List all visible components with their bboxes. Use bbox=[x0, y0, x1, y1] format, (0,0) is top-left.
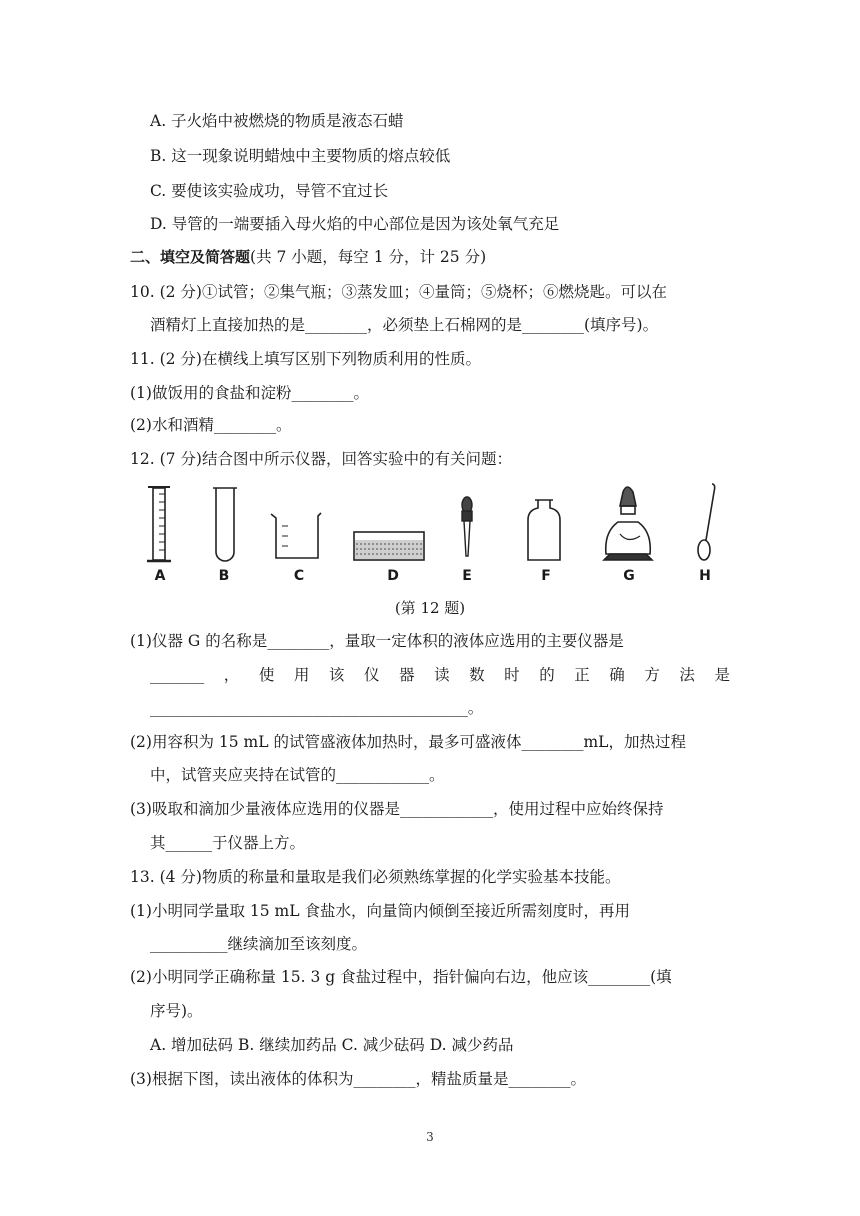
q13-part2-line2: 序号)。 bbox=[150, 1002, 203, 1020]
q11-head: 11. (2 分)在横线上填写区别下列物质利用的性质。 bbox=[130, 350, 481, 368]
word: 器 bbox=[399, 666, 415, 684]
q12-part2-line2: 中，试管夹应夹持在试管的____________。 bbox=[150, 766, 445, 784]
apparatus-label-d: D bbox=[387, 568, 399, 584]
apparatus-label-a: A bbox=[154, 568, 166, 584]
apparatus-figure bbox=[130, 478, 730, 570]
word: 仪 bbox=[363, 666, 380, 684]
figure-caption: (第 12 题) bbox=[394, 599, 466, 617]
apparatus-label-e: E bbox=[462, 568, 472, 584]
q13-head: 13. (4 分)物质的称量和量取是我们必须熟练掌握的化学实验基本技能。 bbox=[130, 868, 621, 886]
section-note: (共 7 小题，每空 1 分，计 25 分) bbox=[250, 248, 487, 266]
word: 使 bbox=[258, 666, 275, 684]
water-trough-icon bbox=[354, 532, 424, 560]
q12-head: 12. (7 分)结合图中所示仪器，回答实验中的有关问题： bbox=[130, 450, 512, 468]
q12-part3-line1: (3)吸取和滴加少量液体应选用的仪器是____________，使用过程中应始终保持 bbox=[130, 800, 664, 818]
word: 用 bbox=[293, 666, 310, 684]
option-a: A. 子火焰中被燃烧的物质是液态石蜡 bbox=[150, 112, 404, 130]
q10-line1: 10. (2 分)①试管；②集气瓶；③蒸发皿；④量筒；⑤烧杯；⑥燃烧匙。可以在 bbox=[130, 283, 667, 301]
q13-part1-line2: __________继续滴加至该刻度。 bbox=[150, 935, 368, 953]
q11-part1: (1)做饭用的食盐和淀粉________。 bbox=[130, 384, 369, 402]
q11-part2: (2)水和酒精________。 bbox=[130, 416, 292, 434]
option-b: B. 这一现象说明蜡烛中主要物质的熔点较低 bbox=[150, 147, 451, 165]
apparatus-label-g: G bbox=[623, 568, 635, 584]
word: ， bbox=[223, 666, 240, 684]
word: 读 bbox=[434, 666, 450, 684]
graduated-cylinder-icon bbox=[147, 487, 171, 561]
page-number: 3 bbox=[426, 1130, 434, 1144]
option-c: C. 要使该实验成功，导管不宜过长 bbox=[150, 182, 389, 200]
q12-part3-line2: 其______于仪器上方。 bbox=[150, 834, 306, 852]
apparatus-label-h: H bbox=[699, 568, 711, 584]
word: 法 bbox=[679, 666, 695, 684]
section-header bbox=[130, 246, 486, 268]
section-title: 二、填空及简答题 bbox=[130, 248, 251, 266]
q12-part1-line1: (1)仪器 G 的名称是________，量取一定体积的液体应选用的主要仪器是 bbox=[130, 632, 624, 650]
apparatus-label-b: B bbox=[218, 568, 230, 584]
q12-part1-line3: _________________________________________。 bbox=[150, 699, 484, 717]
word: 的 bbox=[539, 666, 555, 684]
word: 正 bbox=[574, 666, 590, 684]
q13-options: A. 增加砝码 B. 继续加药品 C. 减少砝码 D. 减少药品 bbox=[150, 1036, 514, 1054]
apparatus-label-c: C bbox=[293, 568, 305, 584]
option-d: D. 导管的一端要插入母火焰的中心部位是因为该处氧气充足 bbox=[150, 215, 560, 233]
q13-part1-line1: (1)小明同学量取 15 mL 食盐水，向量筒内倾倒至接近所需刻度时，再用 bbox=[130, 902, 630, 920]
word: 时 bbox=[504, 666, 520, 684]
q12-part1-line2 bbox=[150, 664, 730, 686]
q10-line2: 酒精灯上直接加热的是________，必须垫上石棉网的是________(填序号)。 bbox=[150, 316, 659, 334]
word: 确 bbox=[609, 666, 625, 684]
q13-part2-line1: (2)小明同学正确称量 15. 3 g 食盐过程中，指针偏向右边，他应该________(填 bbox=[130, 968, 672, 986]
beaker-icon bbox=[271, 513, 321, 558]
test-tube-icon bbox=[213, 488, 237, 561]
dropper-icon bbox=[462, 497, 472, 556]
q12-part2-line1: (2)用容积为 15 mL 的试管盛液体加热时，最多可盛液体________mL，加热过程 bbox=[130, 733, 686, 751]
alcohol-lamp-icon bbox=[604, 487, 652, 560]
word: 方 bbox=[644, 666, 660, 684]
word: _______ bbox=[150, 666, 205, 684]
apparatus-label-f: F bbox=[541, 568, 551, 584]
word: 该 bbox=[328, 666, 345, 684]
word: 数 bbox=[469, 666, 485, 684]
q13-part3: (3)根据下图，读出液体的体积为________，精盐质量是________。 bbox=[130, 1070, 586, 1088]
combustion-spoon-icon bbox=[698, 484, 715, 560]
gas-bottle-icon bbox=[528, 500, 560, 560]
word: 是 bbox=[714, 666, 730, 684]
